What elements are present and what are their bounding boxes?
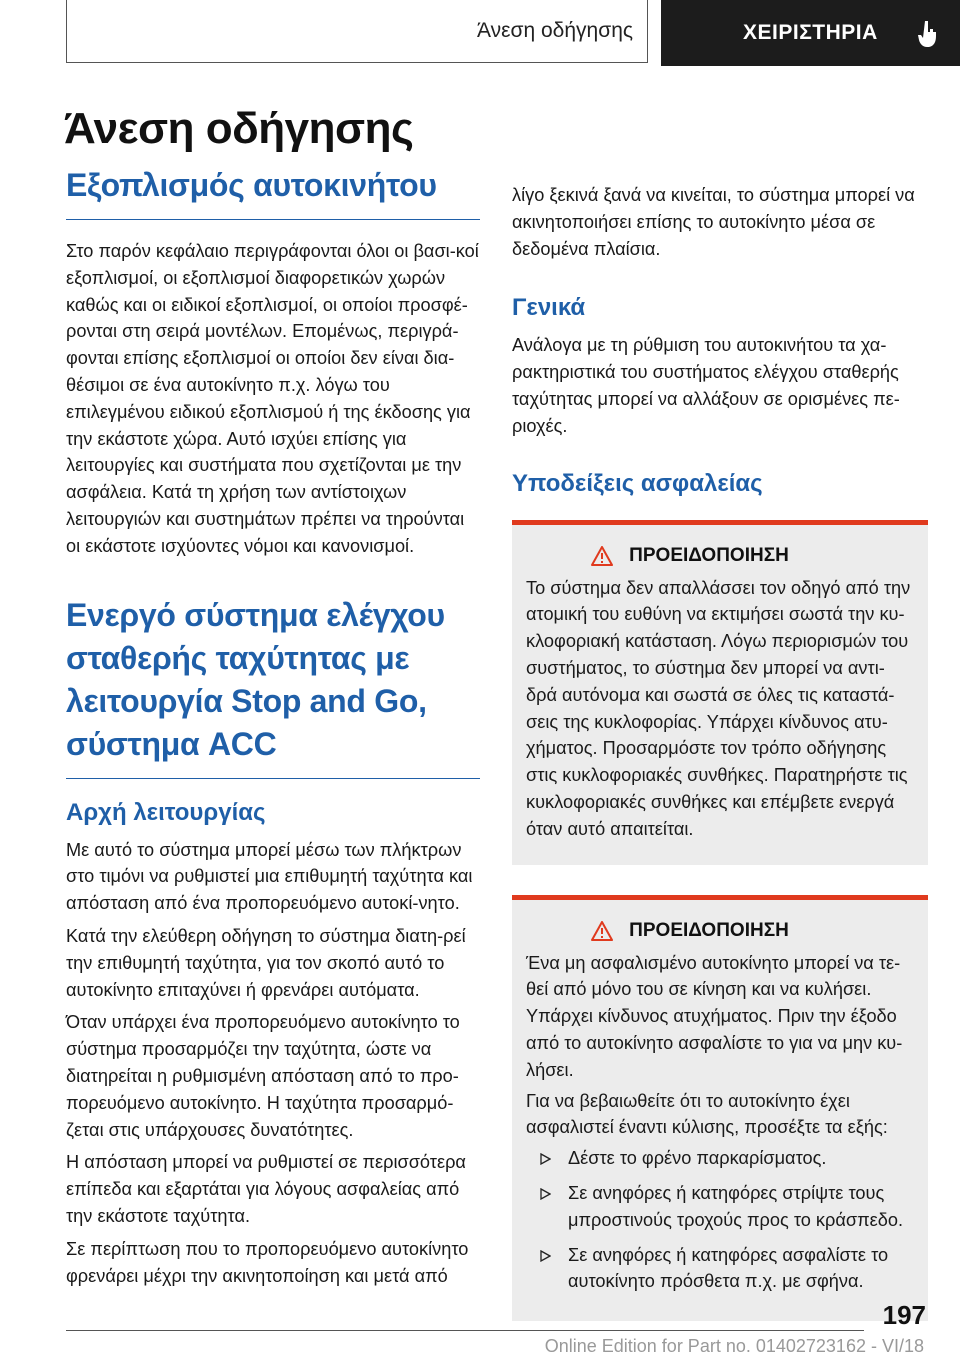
section-tab-label: Άνεση οδήγησης bbox=[477, 19, 633, 42]
edition-label: Online Edition for Part no. 01402723162 - VI/18 bbox=[544, 1336, 924, 1356]
page-title: Άνεση οδήγησης bbox=[64, 104, 414, 153]
principle-paragraph: Κατά την ελεύθερη οδήγηση το σύστημα διατη-ρεί την επιθυμητή ταχύτητα, για τον σκοπό αυτό το αυτοκίνητο επιταχύνει ή φρενάρει αυτόματα. bbox=[66, 925, 466, 1000]
warning-label: ΠΡΟΕΙΔΟΠΟΙΗΣΗ bbox=[629, 919, 789, 941]
triangle-bullet-icon bbox=[540, 1188, 551, 1200]
triangle-bullet-icon bbox=[540, 1250, 551, 1262]
warning-header bbox=[526, 920, 914, 942]
chapter-tab-label: ΧΕΙΡΙΣΤΗΡΙΑ bbox=[743, 21, 878, 44]
warning-box bbox=[512, 895, 928, 1322]
warning-label: ΠΡΟΕΙΔΟΠΟΙΗΣΗ bbox=[629, 544, 789, 566]
general-heading: Γενικά bbox=[512, 294, 586, 322]
bullet-text: Σε ανηφόρες ή κατηφόρες στρίψτε τους μπροστινούς τροχούς προς το κράσπεδο. bbox=[568, 1182, 904, 1230]
left-column bbox=[66, 164, 480, 1295]
section-divider bbox=[66, 219, 480, 220]
bullet-text: Δέστε το φρένο παρκαρίσματος. bbox=[568, 1148, 827, 1169]
vehicle-equipment-text: Στο παρόν κεφάλαιο περιγράφονται όλοι οι βασι-κοί εξοπλισμοί, οι εξοπλισμοί διαφορετικών χωρών καθώς και οι ειδικοί εξοπλισμοί, οι οποίοι προσφέ-ρονται στη σειρά μοντέλων. Επομένως, περιγρά-φονται επίσης εξοπλισμοί οι οποίοι δεν είναι δια-θέσιμοι σε ένα αυτοκίνητο π.χ. λόγω του επιλεγμένου ειδικού εξοπλισμού ή της έκδοσης για την εκάστοτε χώρα. Αυτό ισχύει επίσης για λειτουργίες και συστήματα που σχετίζονται με την ασφάλεια. Κατά τη χρήση των αντίστοιχων λειτουργιών και συστημάτων πρέπει να τηρούνται οι εκάστοτε ισχύοντες νόμοι και κανονισμοί. bbox=[66, 241, 479, 556]
safety-heading: Υποδείξεις ασφαλείας bbox=[512, 469, 763, 497]
warning-text: Για να βεβαιωθείτε ότι το αυτοκίνητο έχει ασφαλιστεί έναντι κύλισης, προσέξτε τα εξής: bbox=[526, 1090, 888, 1138]
section-divider bbox=[66, 778, 480, 779]
warning-triangle-icon bbox=[591, 921, 613, 941]
section-heading-acc: Ενεργό σύστημα ελέγχου σταθερής ταχύτητας με λειτουργία Stop and Go, σύστημα ACC bbox=[66, 596, 445, 762]
warning-box bbox=[512, 520, 928, 865]
right-column bbox=[512, 182, 930, 1321]
warning-header bbox=[526, 545, 914, 567]
principle-continuation: λίγο ξεκινά ξανά να κινείται, το σύστημα μπορεί να ακινητοποιήσει επίσης το αυτοκίνητο μέσα σε δεδομένα πλαίσια. bbox=[512, 185, 915, 259]
triangle-bullet-icon bbox=[540, 1153, 551, 1165]
warning-text: Το σύστημα δεν απαλλάσσει τον οδηγό από την ατομική του ευθύνη να εκτιμήσει σωστά την κυ-κλοφοριακή κατάσταση. Λόγω περιορισμών του συστήματος, το σύστημα δεν μπορεί να αντι-δρά αυτόνομα και σωστά σε όλες τις καταστά-σεις της κυκλοφορίας. Υπάρχει κίνδυνος ατυ-χήματος. Προσαρμόστε τον τρόπο οδήγησης στις κυκλοφοριακές συνθήκες. Παρατηρήστε τις κυκλοφοριακές συνθήκες και επέμβετε ενεργά όταν αυτό απαιτείται. bbox=[526, 577, 911, 839]
principle-heading: Αρχή λειτουργίας bbox=[66, 798, 266, 826]
page-number: 197 bbox=[882, 1300, 926, 1330]
list-item bbox=[526, 1180, 914, 1234]
warning-triangle-icon bbox=[591, 546, 613, 566]
principle-paragraph: Με αυτό το σύστημα μπορεί μέσω των πλήκτρων στο τιμόνι να ρυθμιστεί μια επιθυμητή ταχύτητα και απόσταση από ένα προπορευόμενο αυτοκί-νητο. bbox=[66, 839, 473, 914]
list-item bbox=[526, 1242, 914, 1296]
bullet-text: Σε ανηφόρες ή κατηφόρες ασφαλίστε το αυτοκίνητο πρόσθετα π.χ. με σφήνα. bbox=[568, 1244, 889, 1292]
warning-text: Ένα μη ασφαλισμένο αυτοκίνητο μπορεί να τε-θεί από μόνο του σε κίνηση και να κυλήσει. Υπάρχει κίνδυνος ατυχήματος. Πριν την έξοδο από το αυτοκίνητο ασφαλίστε το για να μην κυ-λήσει. bbox=[526, 952, 903, 1080]
hand-pointer-icon bbox=[917, 20, 939, 48]
section-heading-vehicle-equipment: Εξοπλισμός αυτοκινήτου bbox=[66, 167, 437, 203]
footer-divider bbox=[66, 1330, 864, 1331]
list-item bbox=[526, 1145, 914, 1172]
principle-paragraph: Η απόσταση μπορεί να ρυθμιστεί σε περισσότερα επίπεδα και εξαρτάται για λόγους ασφαλείας από την εκάστοτε ταχύτητα. bbox=[66, 1152, 466, 1226]
general-text: Ανάλογα με τη ρύθμιση του αυτοκινήτου τα χα-ρακτηριστικά του συστήματος ελέγχου σταθερής ταχύτητας μπορεί να αλλάξουν σε ορισμένες πε-ριοχές. bbox=[512, 335, 900, 436]
chapter-tab bbox=[661, 0, 960, 66]
page-header bbox=[0, 0, 960, 66]
warning-bullet-list bbox=[526, 1145, 914, 1295]
section-tab bbox=[66, 0, 648, 63]
principle-paragraph: Όταν υπάρχει ένα προπορευόμενο αυτοκίνητο το σύστημα προσαρμόζει την ταχύτητα, ώστε να διατηρείται η ρυθμισμένη απόσταση από το προ-πορευόμενο αυτοκίνητο. Η ταχύτητα προσαρμό-ζεται στις υπάρχουσες δυνατότητες. bbox=[66, 1012, 460, 1140]
principle-paragraph: Σε περίπτωση που το προπορευόμενο αυτοκίνητο φρενάρει μέχρι την ακινητοποίηση και μετά από bbox=[66, 1238, 469, 1286]
